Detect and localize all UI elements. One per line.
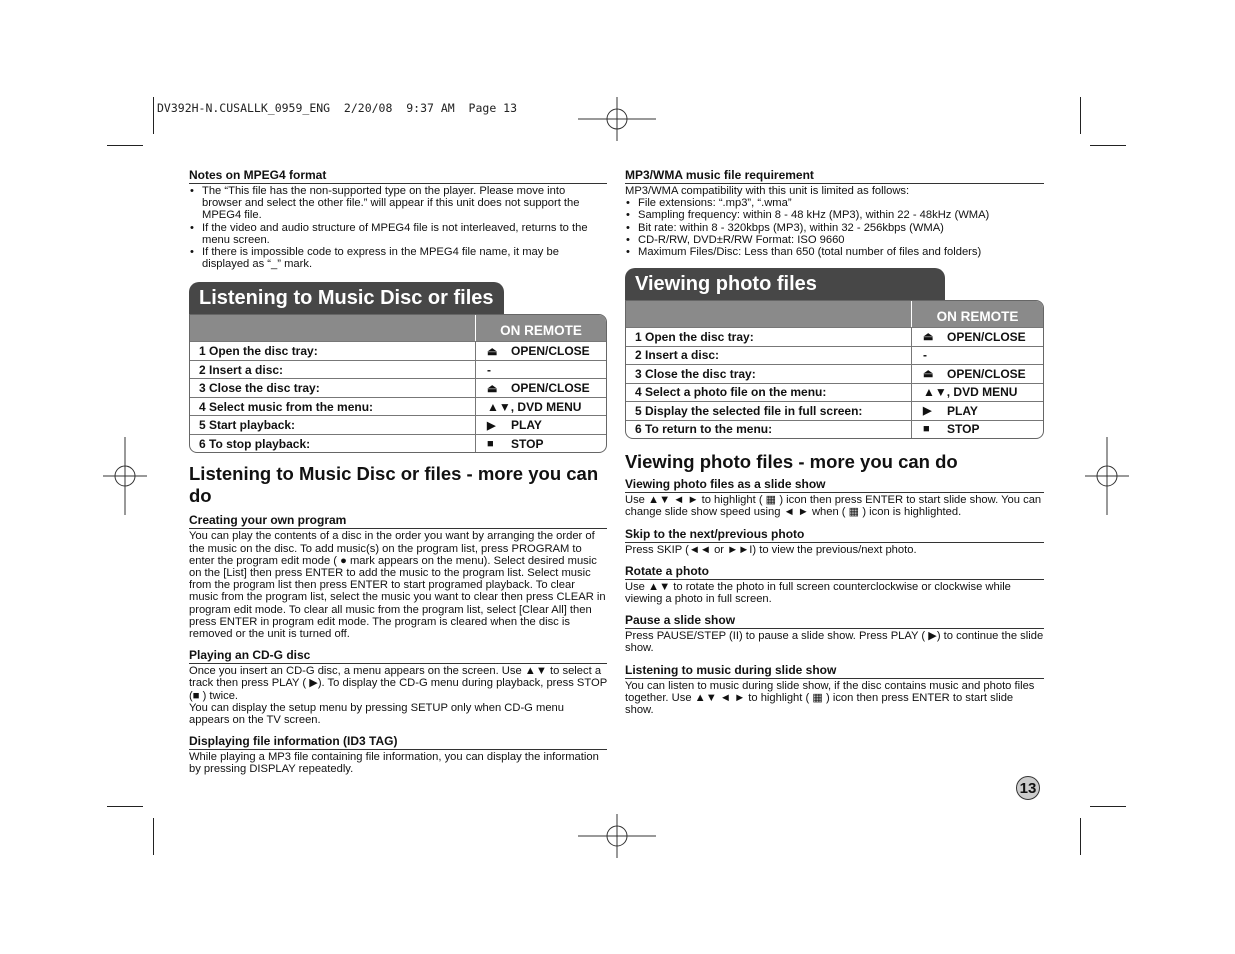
table-row: 6 To stop playback: ■ STOP: [190, 434, 606, 453]
right-column: [625, 168, 1044, 716]
paragraph: Once you insert an CD-G disc, a menu appears on the screen. Use ▲▼ to select a track then press PLAY ( ▶). To display the CD-G menu during playback, press STOP (■ ) twice.: [189, 665, 607, 702]
eject-icon: ⏏: [923, 368, 934, 381]
table-header: [626, 301, 1043, 327]
table-row: 2 Insert a disc: -: [190, 360, 606, 379]
music-section: [189, 282, 607, 453]
subheading: Creating your own program: [189, 513, 607, 529]
list-item: • CD-R/RW, DVD±R/RW Format: ISO 9660: [625, 234, 1044, 246]
play-icon: ▶: [487, 419, 496, 432]
registration-mark-right: [1085, 437, 1129, 515]
eject-icon: ⏏: [487, 345, 498, 358]
music-more-title: Listening to Music Disc or files - more you can do: [189, 463, 599, 507]
table-row: 1 Open the disc tray: ⏏ OPEN/CLOSE: [190, 341, 606, 360]
list-item: • Maximum Files/Disc: Less than 650 (total number of files and folders): [625, 246, 1044, 258]
subheading: Pause a slide show: [625, 613, 1044, 629]
paragraph: Use ▲▼ to rotate the photo in full screen counterclockwise or clockwise while viewing a photo in full screen.: [625, 580, 1011, 606]
list-item: • Sampling frequency: within 8 - 48 kHz (MP3), within 22 - 48kHz (WMA): [625, 209, 1044, 221]
eject-icon: ⏏: [487, 382, 498, 395]
subheading: Playing an CD-G disc: [189, 648, 607, 664]
list-item: • Bit rate: within 8 - 320kbps (MP3), within 32 - 256kbps (WMA): [625, 222, 1044, 234]
paragraph: You can play the contents of a disc in the order you want by arranging the order of the music on the disc. To add music(s) on the program list, press PROGRAM to enter the program edit mode ( ● mark appears on the menu). Select desired music on the [List] then press ENTER to add the music to the program list. Select music from the program list then press ENTER to start programed playback. To clear music from the program list, select the music you want to clear then press CLEAR in program edit mode. To clear all music from the program list, select [Clear All] then press ENTER in program edit mode. The program is cleared when the disc is removed or the unit is turned off.: [189, 530, 606, 641]
registration-mark-left: [103, 437, 147, 515]
table-row: 6 To return to the menu: ■ STOP: [626, 420, 1043, 439]
paragraph: You can display the setup menu by pressing SETUP only when CD-G menu appears on the TV screen.: [189, 701, 564, 727]
paragraph: Press SKIP (◄◄ or ►►I) to view the previous/next photo.: [625, 543, 917, 556]
table-row: 4 Select a photo file on the menu: ▲▼, DVD MENU: [626, 383, 1043, 402]
on-remote-label: ON REMOTE: [500, 323, 582, 339]
left-column: [189, 168, 607, 776]
registration-mark-top: [578, 97, 656, 141]
paragraph: MP3/WMA compatibility with this unit is limited as follows:: [625, 185, 910, 197]
music-steps-table: [189, 314, 607, 453]
table-row: 5 Start playback: ▶ PLAY: [190, 415, 606, 434]
subheading: Listening to music during slide show: [625, 663, 1044, 679]
subheading: Displaying file information (ID3 TAG): [189, 734, 607, 750]
list-item: • If there is impossible code to express in the MPEG4 file name, it may be displayed as “_” mark.: [189, 246, 607, 270]
photo-section: [625, 268, 1044, 439]
section-title-photo: Viewing photo files: [625, 268, 945, 300]
play-icon: ▶: [923, 405, 932, 418]
stop-icon: ■: [923, 423, 930, 436]
print-slug: DV392H-N.CUSALLK_0959_ENG 2/20/08 9:37 AM Page 13: [157, 101, 518, 115]
photo-steps-table: [625, 300, 1044, 439]
table-row: 2 Insert a disc: -: [626, 346, 1043, 365]
paragraph: Press PAUSE/STEP (II) to pause a slide show. Press PLAY ( ▶) to continue the slide show.: [625, 630, 1044, 655]
page-number: 13: [1016, 776, 1040, 800]
paragraph: While playing a MP3 file containing file information, you can display the information by pressing DISPLAY repeatedly.: [189, 751, 599, 776]
table-row: 3 Close the disc tray: ⏏ OPEN/CLOSE: [626, 364, 1043, 383]
eject-icon: ⏏: [923, 331, 934, 344]
table-row: 3 Close the disc tray: ⏏ OPEN/CLOSE: [190, 378, 606, 397]
photo-more-title: Viewing photo files - more you can do: [625, 451, 958, 473]
table-row: 4 Select music from the menu: ▲▼, DVD MENU: [190, 397, 606, 416]
list-item: • File extensions: “.mp3”, “.wma”: [625, 197, 1044, 209]
list-item: • If the video and audio structure of MPEG4 file is not interleaved, returns to the menu screen.: [189, 222, 607, 246]
table-row: 1 Open the disc tray: ⏏ OPEN/CLOSE: [626, 327, 1043, 346]
stop-icon: ■: [487, 437, 494, 450]
on-remote-label: ON REMOTE: [936, 309, 1019, 325]
requirement-title: MP3/WMA music file requirement: [625, 168, 1044, 184]
subheading: Viewing photo files as a slide show: [625, 477, 1044, 493]
registration-mark-bottom: [578, 814, 656, 858]
table-row: 5 Display the selected file in full screen: ▶ PLAY: [626, 401, 1043, 420]
table-header: [190, 315, 606, 341]
list-item: • The “This file has the non-supported type on the player. Please move into browser and select the other file.” will appear if this unit does not support the MPEG4 file.: [189, 185, 607, 222]
paragraph: Use ▲▼ ◄ ► to highlight ( ▦ ) icon then press ENTER to start slide show. You can change slide show speed using ◄ ► when ( ▦ ) icon is highlighted.: [625, 494, 1042, 519]
notes-list: [189, 185, 607, 270]
subheading: Rotate a photo: [625, 564, 1044, 580]
subheading: Skip to the next/previous photo: [625, 527, 1044, 543]
section-title-music: Listening to Music Disc or files: [189, 282, 504, 314]
paragraph: You can listen to music during slide show, if the disc contains music and photo files together. Use ▲▼ ◄ ► to highlight ( ▦ ) icon then press ENTER to start slide show.: [625, 679, 1035, 717]
notes-title: Notes on MPEG4 format: [189, 168, 607, 184]
requirement-list: [625, 197, 1044, 258]
